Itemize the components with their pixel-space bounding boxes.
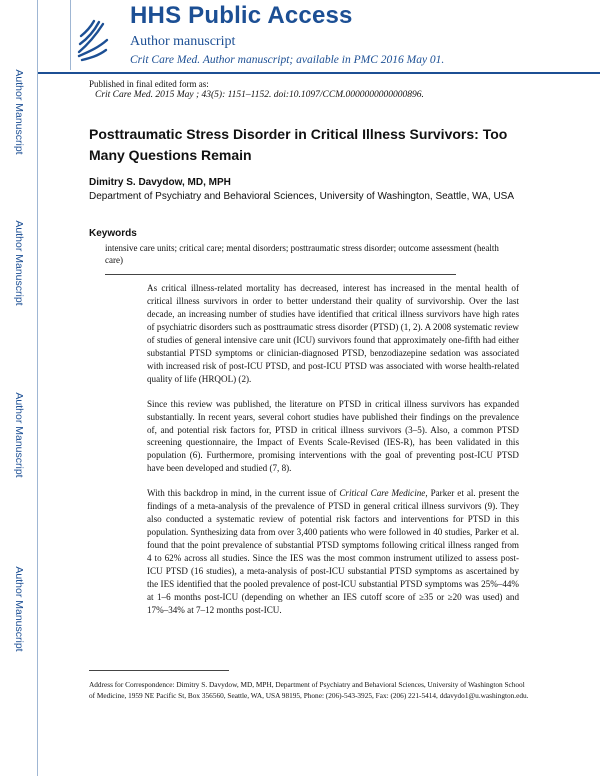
hhs-eagle-icon [76,16,110,62]
article-title: Posttraumatic Stress Disorder in Critical Illness Survivors: Too Many Questions Remain [89,126,508,163]
author-affiliation: Department of Psychiatry and Behavioral Sciences, University of Washington, Seattle, WA, USA [89,191,514,202]
availability-line: Crit Care Med. Author manuscript; available in PMC 2016 May 01. [130,54,445,66]
side-label-author-manuscript: Author Manuscript [13,566,25,652]
side-label-author-manuscript: Author Manuscript [13,220,25,306]
hhs-public-access-title: HHS Public Access [130,2,353,29]
side-label-author-manuscript: Author Manuscript [13,392,25,478]
keywords-list: intensive care units; critical care; mental disorders; posttraumatic stress disorder; outcome assessment (health care) [105,243,499,265]
footnote-rule [89,670,229,671]
body-paragraph: Since this review was published, the literature on PTSD in critical illness survivors has expanded substantially. In recent years, several cohort studies have published their findings on the prevalence of, and potential risk factors for, PTSD in critical illness survivors (3–5). Also, a common PTSD screening questionnaire, the Impact of Events Scale-Revised (IES-R), has been validated in this population (6). Furthermore, promising interventions with the goal of preventing post-ICU PTSD have been developed and studied (7, 8). [147,398,519,474]
correspondence-footnote: Address for Correspondence: Dimitry S. Davydow, MD, MPH, Department of Psychiatry and Behavioral Sciences, University of Washington School of Medicine, 1959 NE Pacific St, Box 356560, Seattle, WA, USA 98195, Phone: (206)-543-3925, Fax: (206) 221-5414, ddavydo1@u.washington.edu. [89,680,529,700]
side-label-author-manuscript: Author Manuscript [13,69,25,155]
header-divider [70,0,71,70]
published-label: Published in final edited form as: [89,79,209,89]
body-paragraph: With this backdrop in mind, in the current issue of Critical Care Medicine, Parker et al. present the findings of a meta-analysis of the prevalence of PTSD in general critical illness survivors (9). They also conducted a systematic review of potential risk factors and interventions for PTSD in this population. Synthesizing data from over 3,400 patients who were followed in 40 studies, Parker et al. found that the point prevalence of substantial PTSD symptoms following critical illness ranged from 4 to 62% across all studies. Since the IES was the most common instrument utilized to assess post-ICU PTSD (16 studies), a meta-analysis of post-ICU substantial PTSD symptoms as ascertained by the IES identified that the pooled prevalence of post-ICU substantial PTSD symptoms was 25%–44% at 1–6 months post-ICU (depending on whether an IES cutoff score of ≥35 or ≥20 was used) and 17%–34% at 7–12 months post-ICU. [147,488,519,615]
keywords-rule [105,274,456,275]
body-paragraph: As critical illness-related mortality has decreased, interest has increased in the mental health of critical illness survivors in order to better understand their quality of survivorship. Over the last decade, an increasing number of studies have identified that critical illness survivors have high rates of psychiatric disorders such as posttraumatic stress disorder (PTSD) (1, 2). A 2008 systematic review of studies of general intensive care unit (ICU) survivors found that approximately one-fifth had either substantial PTSD symptoms or clinician-diagnosed PTSD, benzodiazepine sedation was associated with increased risk of post-ICU PTSD, and post-ICU PTSD was associated with worse health-related quality of life (HRQOL) (2). [147,283,519,384]
article-author: Dimitry S. Davydow, MD, MPH [89,177,231,188]
keywords-heading: Keywords [89,228,137,239]
article-body [147,282,519,629]
published-citation: Crit Care Med. 2015 May ; 43(5): 1151–1152. doi:10.1097/CCM.0000000000000896. [95,90,424,100]
author-manuscript-subtitle: Author manuscript [130,34,236,49]
header-bottom-rule [38,72,600,74]
journal-name: Critical Care Medicine [339,488,426,499]
